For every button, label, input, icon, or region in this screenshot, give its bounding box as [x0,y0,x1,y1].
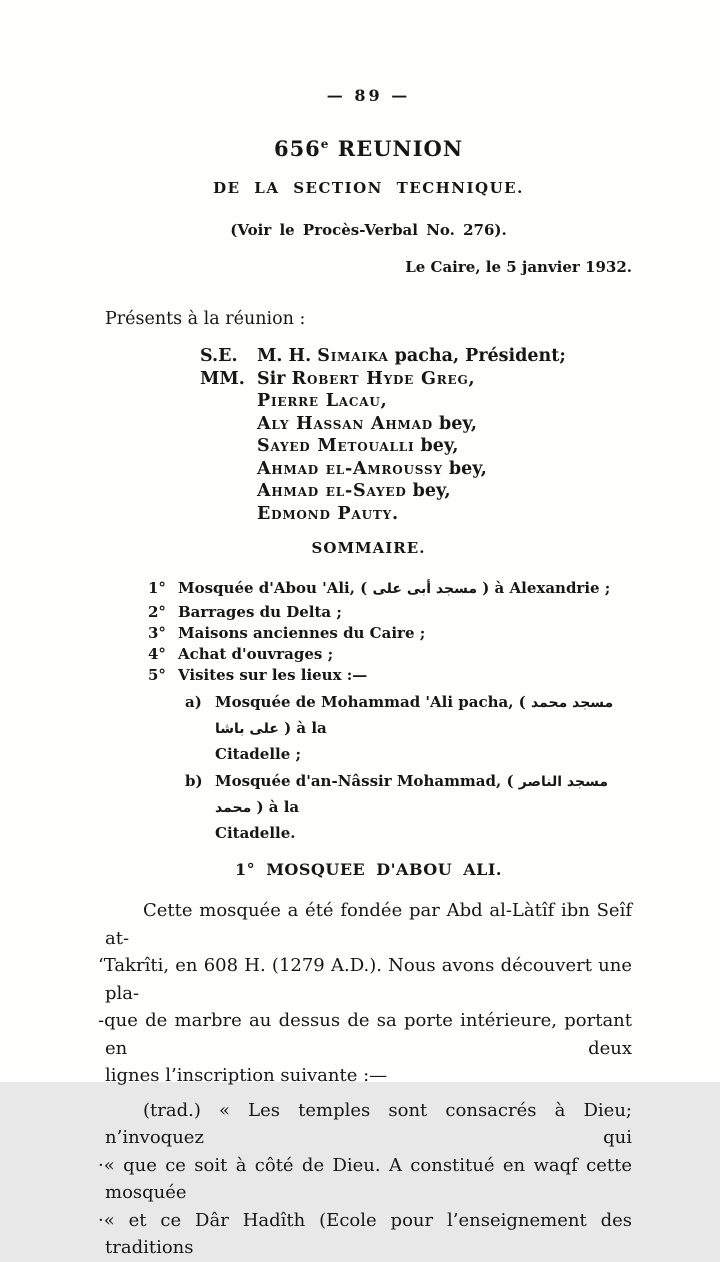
summary-item [105,665,632,686]
attendee-name-suffix: . [391,503,399,524]
arabic-inscription: مسجد أبى على [372,581,478,597]
meeting-title-ordinal: e [320,137,330,151]
attendee-name [257,346,566,366]
summary-item-number: 2° [148,603,166,621]
subitem-text-before: Mosquée de Mohammad 'Ali pacha, ( [215,693,531,711]
meeting-title-word: REUNION [329,136,464,161]
attendee-name-smallcaps: Ahmad el-Amroussy [257,458,443,479]
attendee-name-suffix: , [380,391,387,411]
summary-item [105,623,632,644]
summary-list [105,578,632,846]
summary-item [105,644,632,665]
summary-item [105,602,632,623]
subitem-letter: a) [185,693,202,711]
attendee-name [257,459,487,479]
summary-item [105,578,632,600]
body-line: ·« que ce soit à côté de Dieu. A constitué en waqf cette mosquée [98,1154,632,1203]
summary-sublist [105,690,632,846]
attendee-name [257,369,475,389]
summary-item-text: Achat d'ouvrages ; [178,645,334,663]
subitem-text [215,690,632,767]
attendee-row [200,480,632,503]
attendee-name [257,481,451,501]
attendee-name-smallcaps: Aly Hassan Ahmad [257,413,433,434]
attendee-name-smallcaps: Sayed Metoualli [257,436,415,456]
attendee-name-smallcaps: Robert Hyde Greg [291,368,469,389]
body-line: Cette mosquée a été fondée par Abd al-Làtîf ibn Seîf at- [105,900,632,949]
attendee-row [200,458,632,481]
subitem-line1 [215,769,632,821]
attendee-name [257,414,477,434]
subitem-letter: b) [185,772,203,790]
subitem-text-after: ) à la [251,798,300,816]
attendee-name [257,504,398,524]
attendee-row [200,503,632,526]
subitem-line2: Citadelle. [215,824,296,842]
page-number: — 89 — [326,86,411,105]
summary-item-number: 1° [148,579,166,597]
attendee-row [200,390,632,413]
attendee-name-plain: Sir [257,368,292,389]
summary-item-text [178,579,610,597]
attendee-name [257,391,387,411]
subitem-text-before: Mosquée d'an-Nâssir Mohammad, ( [215,772,519,790]
meeting-title-number: 656 [273,136,321,161]
attendance-intro: Présents à la réunion : [105,309,306,329]
meeting-title [105,132,632,161]
summary-item-text-before: Mosquée d'Abou 'Ali, ( [178,579,373,597]
body-line: -que de marbre au dessus de sa porte intérieure, portant en deux [98,1010,632,1059]
attendee-name-smallcaps: Pierre Lacau [257,391,381,411]
attendee-row [200,345,632,368]
attendee-name-smallcaps: Ahmad el-Sayed [257,481,407,501]
attendee-name-plain: M. H. [257,346,318,366]
arabic-inscription: مسجد محمد على باشا [215,695,614,737]
subitem-text-after: ) à la [278,719,327,737]
subitem-line2: Citadelle ; [215,745,302,763]
attendee-name-suffix: pacha, Président; [388,346,566,366]
attendee-name-suffix: bey, [432,413,477,434]
arabic-inscription: مسجد الناصر محمد [215,774,609,816]
summary-item-text-after: ) à Alexandrie ; [477,579,611,597]
body-paragraph-2 [98,1097,632,1262]
summary-subitem [105,769,632,846]
proces-verbal-reference: (Voir le Procès-Verbal No. 276). [230,221,507,239]
summary-subitem [105,690,632,767]
body-line: ·« et ce Dâr Hadîth (Ecole pour l’enseignement des traditions [98,1209,632,1258]
summary-item-number: 3° [148,624,166,642]
attendee-name-suffix: , [468,368,475,389]
body-paragraph-1 [98,897,632,1090]
attendee-prefix: S.E. [200,346,238,366]
dateline: Le Caire, le 5 janvier 1932. [405,258,632,276]
summary-item-text: Visites sur les lieux :— [178,666,368,684]
attendee-name-suffix: bey, [442,458,487,479]
attendee-row [200,413,632,436]
attendee-name-suffix: bey, [406,481,451,501]
attendee-name-suffix: bey, [414,436,459,456]
attendee-row [200,435,632,458]
page-content [0,86,720,1262]
section-subtitle: DE LA SECTION TECHNIQUE. [213,179,524,197]
attendee-name-smallcaps: Simaika [317,346,389,366]
summary-item-text: Maisons anciennes du Caire ; [178,624,426,642]
summary-heading: SOMMAIRE. [311,539,426,557]
attendee-name-smallcaps: Edmond Pauty [257,503,392,524]
summary-item-number: 4° [148,645,166,663]
attendance-list [200,345,632,525]
body-line: lignes l’inscription suivante :— [105,1065,388,1086]
attendee-row [200,368,632,391]
body-line: ‘Takrîti, en 608 H. (1279 A.D.). Nous avons découvert une pla- [98,955,632,1004]
subitem-text [215,769,632,846]
summary-item-number: 5° [148,666,166,684]
subitem-line1 [215,690,632,742]
body-line: (trad.) « Les temples sont consacrés à Dieu; n’invoquez qui [105,1099,632,1148]
attendee-prefix: MM. [200,368,245,389]
summary-item-text: Barrages du Delta ; [178,603,342,621]
article-heading: 1° MOSQUEE D'ABOU ALI. [235,860,502,879]
attendee-name [257,436,458,456]
